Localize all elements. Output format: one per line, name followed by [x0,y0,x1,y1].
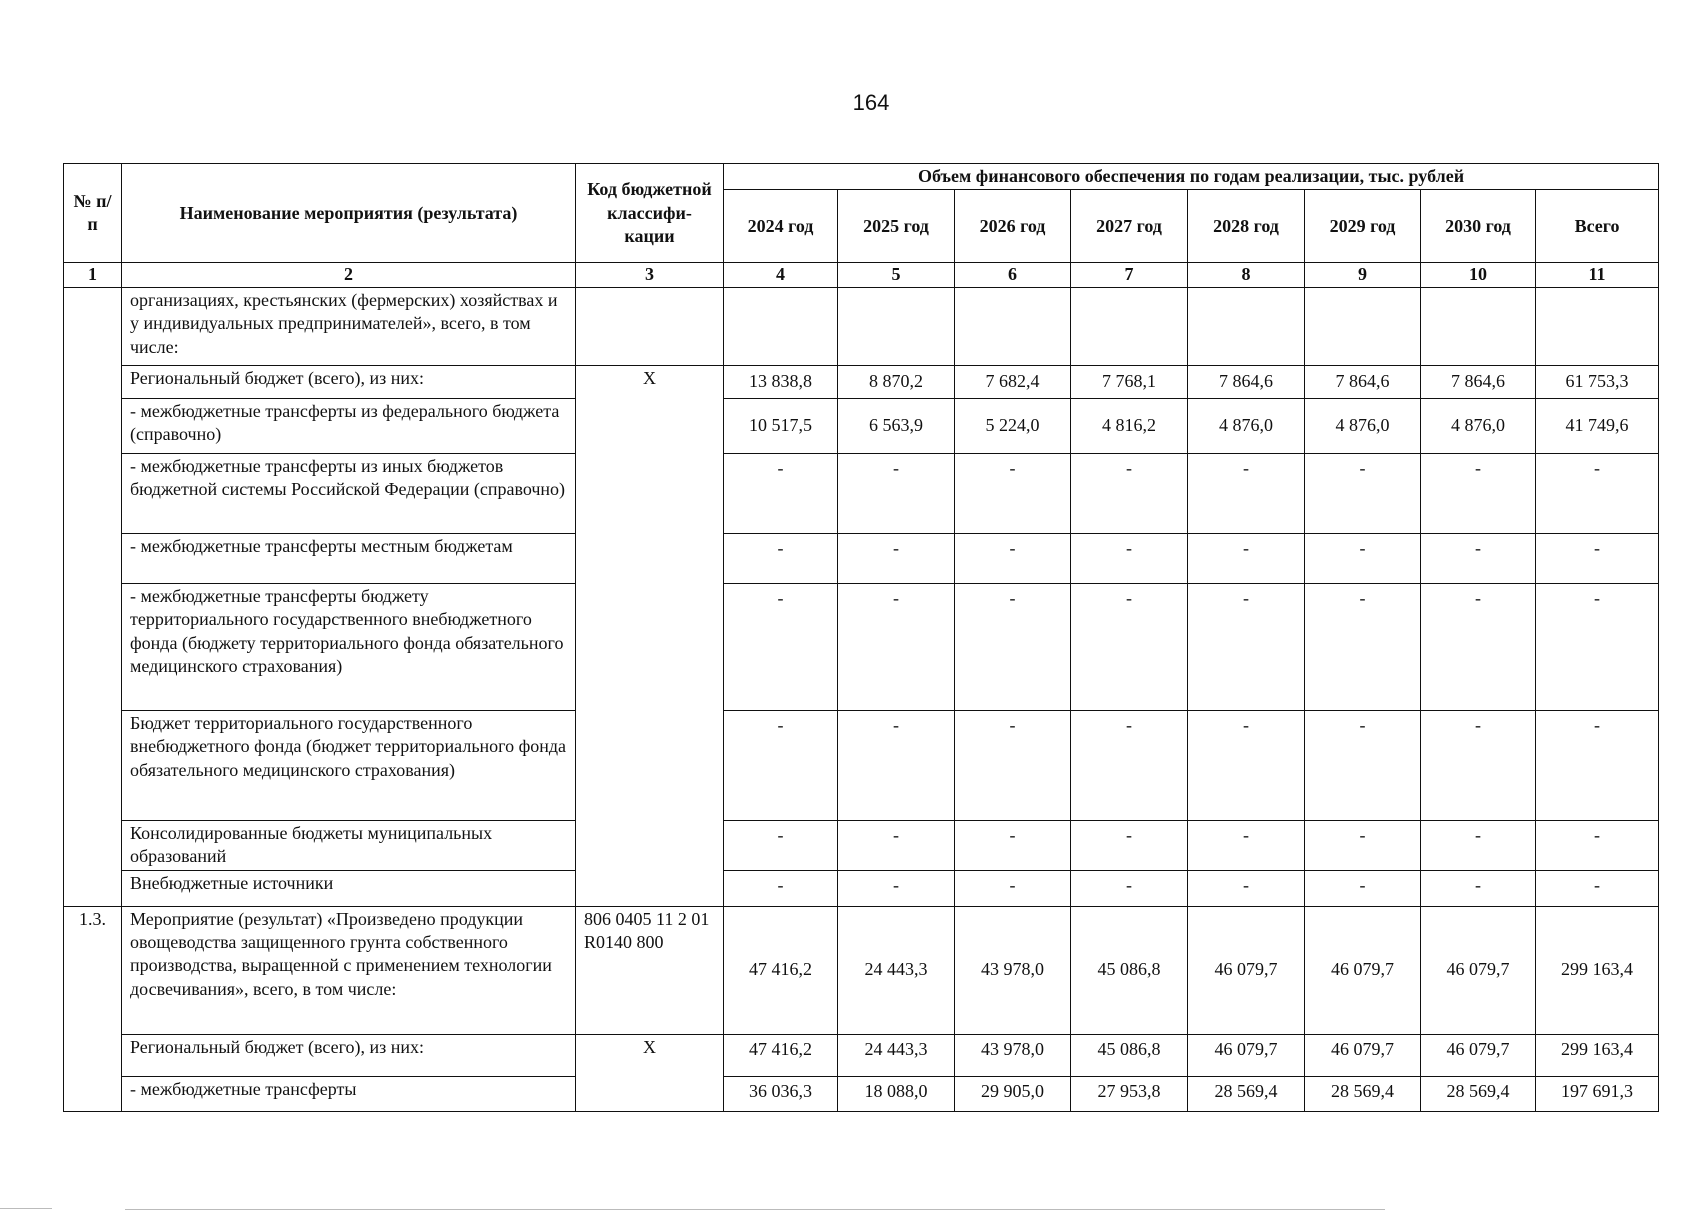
value-cell: - [838,870,955,906]
value-cell [838,287,955,365]
table-row [64,287,1659,365]
activity-name-cell: - межбюджетные трансферты из иных бюджетов бюджетной системы Российской Федерации (справочно) [122,453,576,533]
value-cell: - [1305,820,1421,870]
value-cell: 7 864,6 [1421,365,1536,398]
activity-name-cell: Региональный бюджет (всего), из них: [122,1034,576,1076]
value-cell: - [1188,453,1305,533]
value-cell: - [838,453,955,533]
value-cell: 41 749,6 [1536,398,1659,453]
header-year: 2029 год [1305,190,1421,263]
column-number: 10 [1421,263,1536,287]
value-cell [724,287,838,365]
header-year: 2026 год [955,190,1071,263]
value-cell: - [1071,710,1188,820]
value-cell: 4 876,0 [1188,398,1305,453]
value-cell: 8 870,2 [838,365,955,398]
table-row [64,870,1659,906]
header-year: 2030 год [1421,190,1536,263]
table-row [64,398,1659,453]
value-cell: - [1421,453,1536,533]
table-row [64,820,1659,870]
header-year: 2025 год [838,190,955,263]
header-funding: Объем финансового обеспечения по годам реализации, тыс. рублей [724,164,1659,190]
activity-name-cell: Региональный бюджет (всего), из них: [122,365,576,398]
value-cell: 29 905,0 [955,1076,1071,1111]
header-code: Код бюджетной классифи-кации [576,164,724,263]
header-year: Всего [1536,190,1659,263]
row-number-cell: 1.3. [64,906,122,1111]
value-cell: - [724,820,838,870]
header-year: 2028 год [1188,190,1305,263]
value-cell: - [1071,820,1188,870]
value-cell: 13 838,8 [724,365,838,398]
value-cell: 45 086,8 [1071,906,1188,1034]
value-cell: 7 682,4 [955,365,1071,398]
table-row [64,533,1659,583]
value-cell: - [1305,453,1421,533]
value-cell: 43 978,0 [955,1034,1071,1076]
value-cell: 24 443,3 [838,906,955,1034]
activity-name-cell: - межбюджетные трансферты бюджету территориального государственного внебюджетного фонда (бюджету территориального фонда обязательного медицинского страхования) [122,583,576,710]
value-cell [1421,287,1536,365]
value-cell: 46 079,7 [1305,906,1421,1034]
table-row [64,365,1659,398]
column-number: 7 [1071,263,1188,287]
column-number: 8 [1188,263,1305,287]
column-number: 11 [1536,263,1659,287]
value-cell: - [1305,710,1421,820]
value-cell: - [1421,870,1536,906]
value-cell: - [724,710,838,820]
value-cell: 7 864,6 [1305,365,1421,398]
budget-code-cell: 806 0405 11 2 01 R0140 800 [576,906,724,1034]
value-cell: - [955,533,1071,583]
value-cell: 46 079,7 [1305,1034,1421,1076]
budget-code-cell [576,287,724,365]
page-number: 164 [852,90,890,115]
value-cell: - [955,820,1071,870]
table-row [64,453,1659,533]
value-cell: 46 079,7 [1188,906,1305,1034]
value-cell: - [1421,820,1536,870]
value-cell [955,287,1071,365]
value-cell: 43 978,0 [955,906,1071,1034]
table-row [64,1034,1659,1076]
value-cell: - [724,583,838,710]
value-cell: - [1536,583,1659,710]
value-cell: 5 224,0 [955,398,1071,453]
value-cell [1305,287,1421,365]
value-cell: - [838,710,955,820]
value-cell: - [724,870,838,906]
column-number: 1 [64,263,122,287]
column-number: 9 [1305,263,1421,287]
value-cell: 47 416,2 [724,1034,838,1076]
value-cell: - [1305,870,1421,906]
value-cell: - [1421,533,1536,583]
value-cell: 28 569,4 [1305,1076,1421,1111]
activity-name-cell: - межбюджетные трансферты из федерального бюджета (справочно) [122,398,576,453]
value-cell: 10 517,5 [724,398,838,453]
column-number: 2 [122,263,576,287]
activity-name-cell: Мероприятие (результат) «Произведено продукции овощеводства защищенного грунта собственного производства, выращенной с применением технологии досвечивания», всего, в том числе: [122,906,576,1034]
value-cell: - [1188,710,1305,820]
value-cell [1536,287,1659,365]
value-cell: 197 691,3 [1536,1076,1659,1111]
column-number: 4 [724,263,838,287]
header-num: № п/п [64,164,122,263]
value-cell: - [1536,710,1659,820]
activity-name-cell: - межбюджетные трансферты местным бюджетам [122,533,576,583]
value-cell: - [1305,583,1421,710]
value-cell: 45 086,8 [1071,1034,1188,1076]
activity-name-cell: Консолидированные бюджеты муниципальных образований [122,820,576,870]
budget-code-cell: Х [576,1034,724,1111]
value-cell: - [955,453,1071,533]
activity-name-cell: организациях, крестьянских (фермерских) хозяйствах и у индивидуальных предпринимателей», всего, в том числе: [122,287,576,365]
value-cell: - [838,583,955,710]
value-cell: 4 816,2 [1071,398,1188,453]
header-name: Наименование мероприятия (результата) [122,164,576,263]
value-cell: 46 079,7 [1188,1034,1305,1076]
value-cell: - [1536,870,1659,906]
value-cell: 27 953,8 [1071,1076,1188,1111]
value-cell: - [1188,583,1305,710]
value-cell: - [1188,870,1305,906]
column-number: 6 [955,263,1071,287]
value-cell: - [1071,870,1188,906]
value-cell: 7 768,1 [1071,365,1188,398]
budget-table [63,163,1659,1112]
table-row [64,710,1659,820]
value-cell: 299 163,4 [1536,906,1659,1034]
value-cell: 36 036,3 [724,1076,838,1111]
value-cell: - [1536,820,1659,870]
value-cell: - [1188,533,1305,583]
table-row [64,1076,1659,1111]
value-cell: - [1071,533,1188,583]
value-cell: 61 753,3 [1536,365,1659,398]
value-cell: 4 876,0 [1305,398,1421,453]
row-number-cell [64,287,122,906]
table-row [64,583,1659,710]
activity-name-cell: Внебюджетные источники [122,870,576,906]
scan-artifact-line [0,1208,52,1209]
value-cell: - [1071,583,1188,710]
value-cell: 7 864,6 [1188,365,1305,398]
column-number: 5 [838,263,955,287]
value-cell: - [724,453,838,533]
table-row [64,906,1659,1034]
value-cell: - [724,533,838,583]
value-cell: 46 079,7 [1421,1034,1536,1076]
value-cell: - [1421,710,1536,820]
value-cell: - [838,820,955,870]
column-number: 3 [576,263,724,287]
value-cell: 46 079,7 [1421,906,1536,1034]
value-cell: 6 563,9 [838,398,955,453]
value-cell: - [955,710,1071,820]
value-cell: - [1071,453,1188,533]
value-cell: 24 443,3 [838,1034,955,1076]
value-cell: - [838,533,955,583]
value-cell [1188,287,1305,365]
value-cell: 47 416,2 [724,906,838,1034]
value-cell: 4 876,0 [1421,398,1536,453]
value-cell: - [1536,533,1659,583]
value-cell [1071,287,1188,365]
value-cell: 18 088,0 [838,1076,955,1111]
value-cell: - [1536,453,1659,533]
value-cell: - [955,870,1071,906]
activity-name-cell: Бюджет территориального государственного внебюджетного фонда (бюджет территориального фонда обязательного медицинского страхования) [122,710,576,820]
value-cell: 28 569,4 [1421,1076,1536,1111]
value-cell: - [1188,820,1305,870]
value-cell: 28 569,4 [1188,1076,1305,1111]
activity-name-cell: - межбюджетные трансферты [122,1076,576,1111]
value-cell: - [1421,583,1536,710]
value-cell: - [955,583,1071,710]
value-cell: - [1305,533,1421,583]
value-cell: 299 163,4 [1536,1034,1659,1076]
budget-code-cell: Х [576,365,724,906]
header-year: 2027 год [1071,190,1188,263]
header-year: 2024 год [724,190,838,263]
